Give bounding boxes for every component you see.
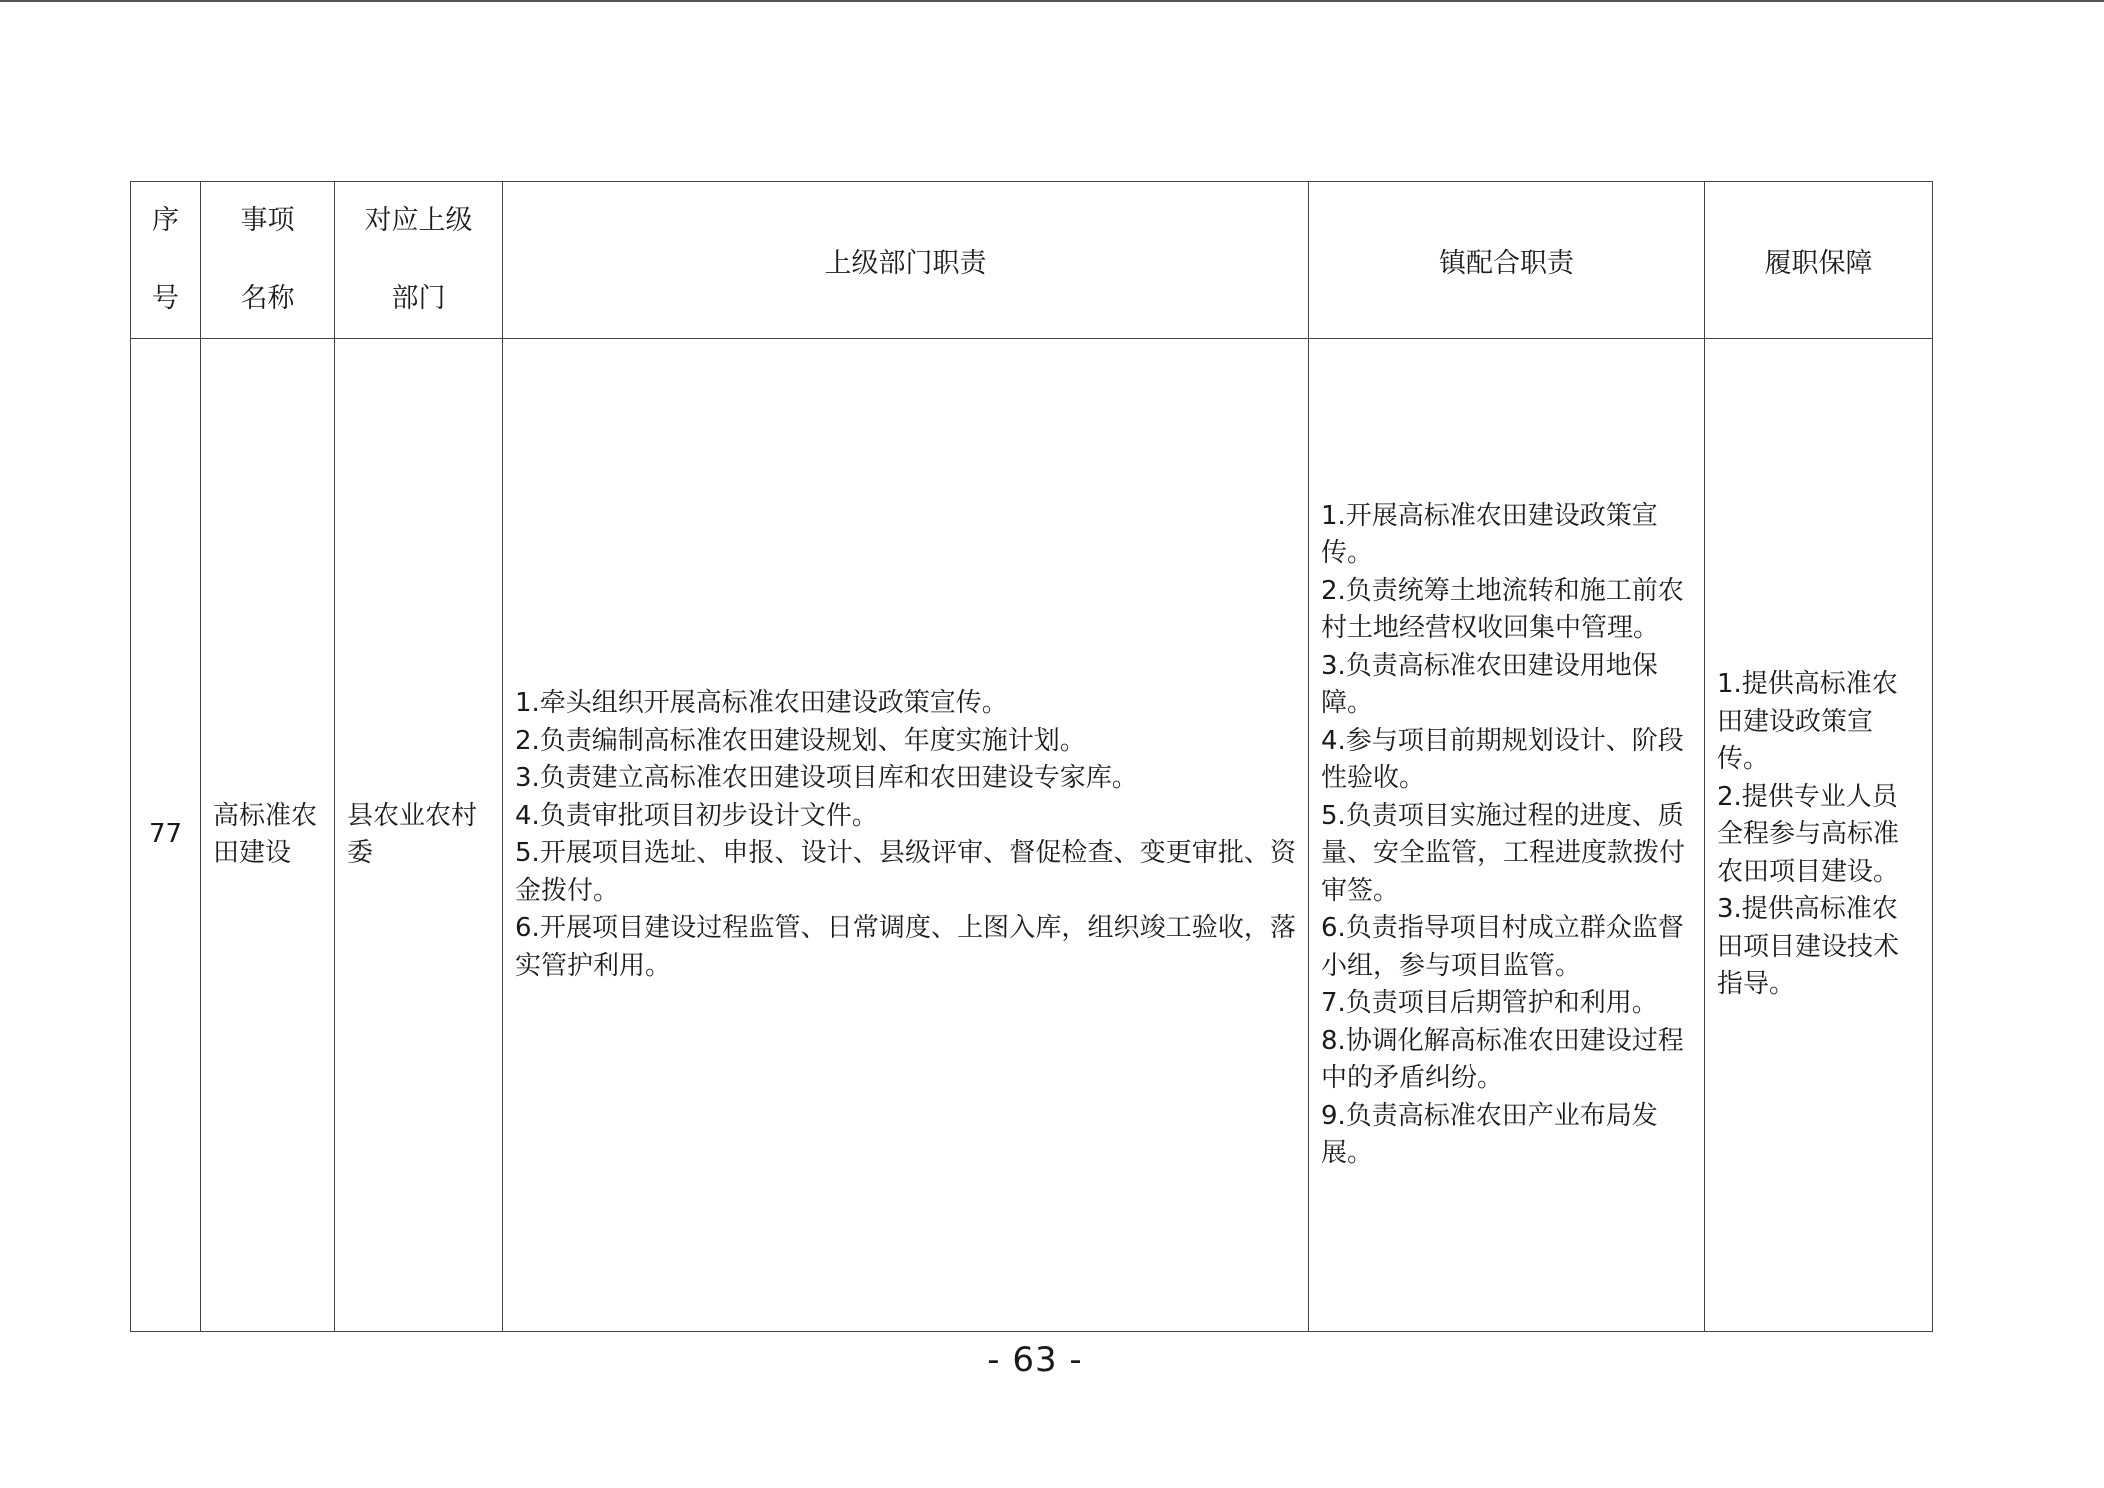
table-header-row bbox=[131, 182, 1933, 339]
header-seq-line2: 号 bbox=[152, 283, 179, 314]
town-duty-item: 9.负责高标准农田产业布局发展。 bbox=[1321, 1100, 1658, 1168]
header-guarantee: 履职保障 bbox=[1705, 182, 1933, 339]
town-duty-item: 1.开展高标准农田建设政策宣传。 bbox=[1321, 500, 1658, 568]
top-border-line bbox=[0, 0, 2104, 2]
town-duty-item: 2.负责统筹土地流转和施工前农村土地经营权收回集中管理。 bbox=[1321, 575, 1684, 643]
upper-duty-item: 5.开展项目选址、申报、设计、县级评审、督促检查、变更审批、资金拨付。 bbox=[515, 838, 1296, 906]
upper-duty-item: 3.负责建立高标准农田建设项目库和农田建设专家库。 bbox=[515, 763, 1138, 793]
guarantee-item: 2.提供专业人员全程参与高标准农田项目建设。 bbox=[1717, 781, 1900, 887]
town-duty-item: 4.参与项目前期规划设计、阶段性验收。 bbox=[1321, 725, 1684, 793]
row-guarantee bbox=[1705, 339, 1933, 1332]
header-seq-line1: 序 bbox=[152, 205, 179, 236]
header-item-line2: 名称 bbox=[240, 283, 295, 314]
header-dept-line1: 对应上级 bbox=[364, 205, 473, 236]
guarantee-item: 1.提供高标准农田建设政策宣传。 bbox=[1717, 669, 1898, 775]
duty-table bbox=[130, 181, 1933, 1332]
row-upper-duties bbox=[503, 339, 1309, 1332]
town-duty-item: 3.负责高标准农田建设用地保障。 bbox=[1321, 650, 1658, 718]
upper-duty-item: 1.牵头组织开展高标准农田建设政策宣传。 bbox=[515, 688, 1008, 718]
upper-duty-item: 4.负责审批项目初步设计文件。 bbox=[515, 800, 878, 831]
town-duty-item: 7.负责项目后期管护和利用。 bbox=[1321, 988, 1658, 1018]
row-item-name: 高标准农田建设 bbox=[201, 339, 335, 1332]
guarantee-list bbox=[1717, 666, 1920, 1004]
guarantee-item: 3.提供高标准农田项目建设技术指导。 bbox=[1717, 894, 1900, 1000]
header-item-line1: 事项 bbox=[240, 205, 295, 236]
upper-duty-item: 6.开展项目建设过程监管、日常调度、上图入库，组织竣工验收，落实管护利用。 bbox=[515, 913, 1296, 981]
upper-duties-list bbox=[515, 685, 1296, 985]
header-dept bbox=[335, 182, 503, 339]
header-dept-line2: 部门 bbox=[391, 283, 446, 314]
header-seq bbox=[131, 182, 201, 339]
row-seq: 77 bbox=[131, 339, 201, 1332]
table-row bbox=[131, 339, 1933, 1332]
header-town-duties: 镇配合职责 bbox=[1309, 182, 1705, 339]
header-item-name bbox=[201, 182, 335, 339]
town-duties-list bbox=[1321, 498, 1692, 1173]
town-duty-item: 8.协调化解高标准农田建设过程中的矛盾纠纷。 bbox=[1321, 1025, 1684, 1093]
row-dept: 县农业农村委 bbox=[335, 339, 503, 1332]
town-duty-item: 5.负责项目实施过程的进度、质量、安全监管，工程进度款拨付审签。 bbox=[1321, 800, 1686, 906]
town-duty-item: 6.负责指导项目村成立群众监督小组，参与项目监管。 bbox=[1321, 913, 1684, 981]
upper-duty-item: 2.负责编制高标准农田建设规划、年度实施计划。 bbox=[515, 725, 1086, 756]
header-upper-duties: 上级部门职责 bbox=[503, 182, 1309, 339]
row-town-duties bbox=[1309, 339, 1705, 1332]
page-number: - 63 - bbox=[987, 1340, 1083, 1380]
